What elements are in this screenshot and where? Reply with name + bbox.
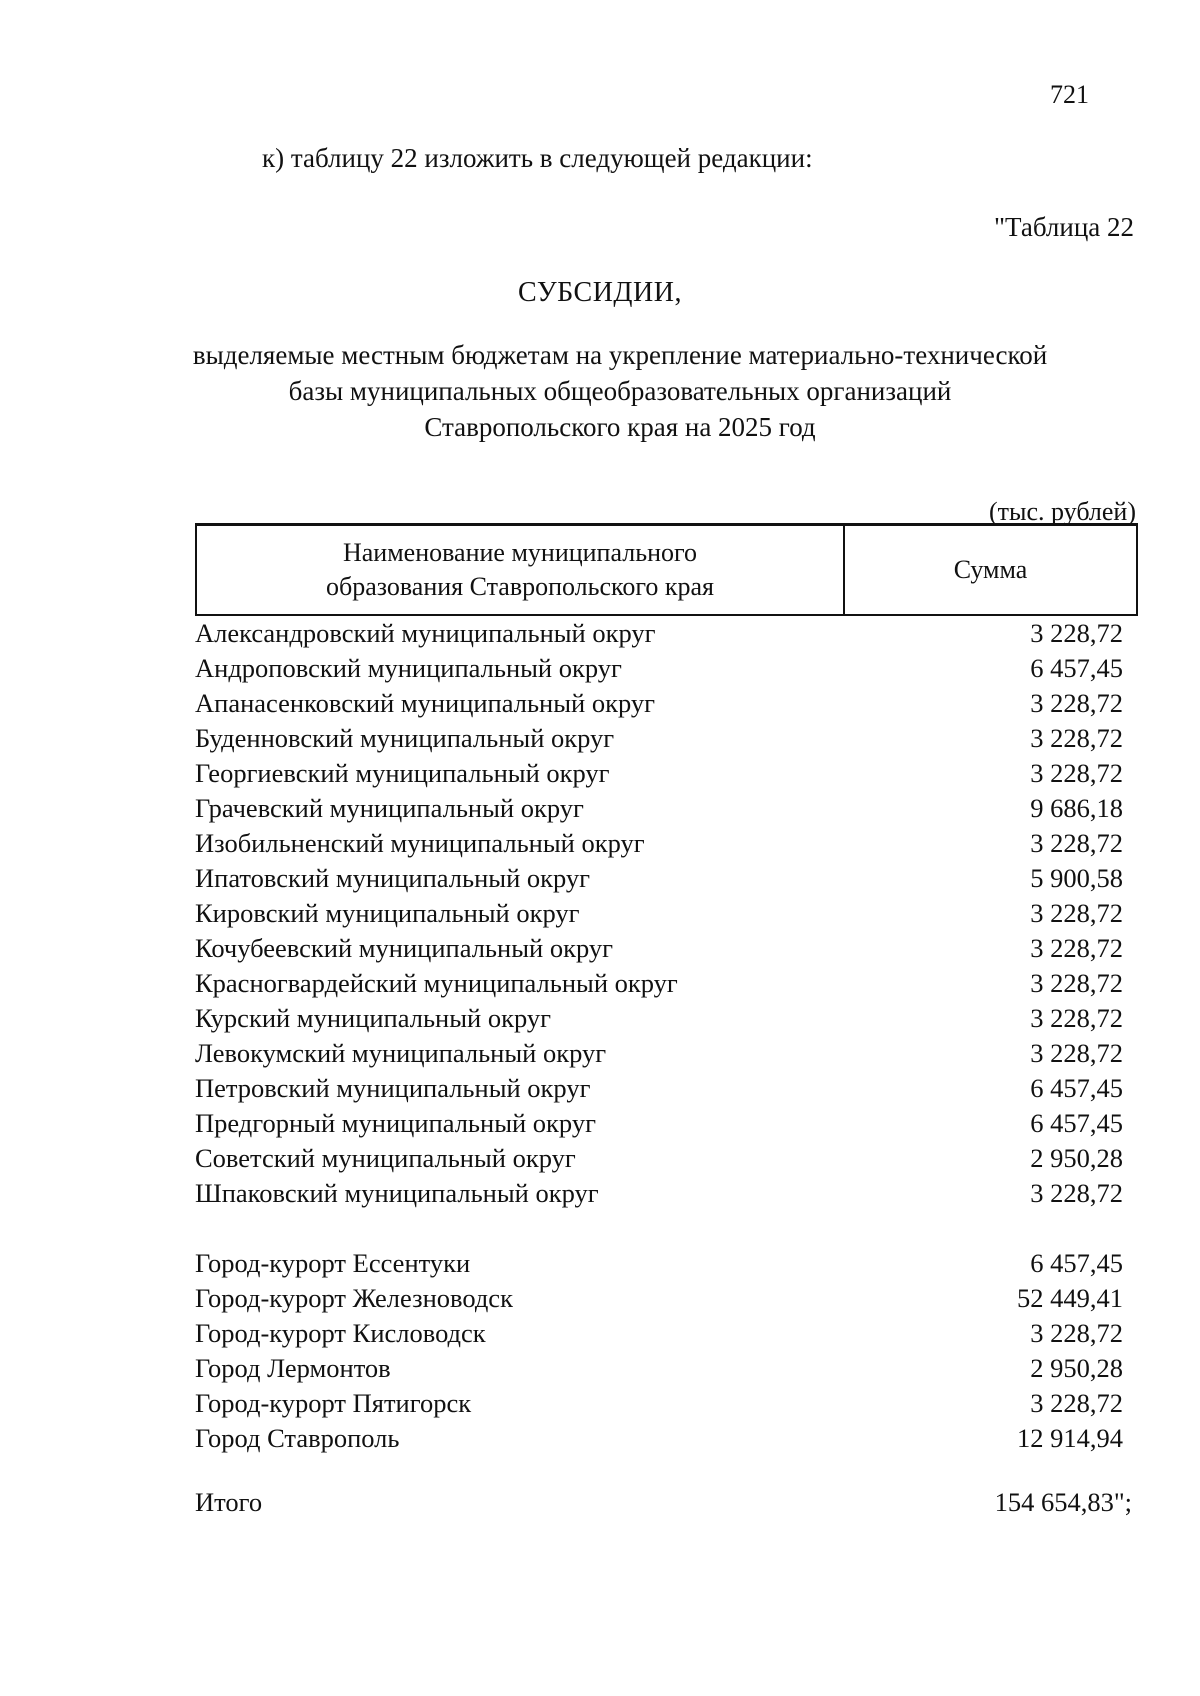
intro-text: к) таблицу 22 изложить в следующей редакции: <box>262 143 813 173</box>
subtitle-line: базы муниципальных общеобразовательных организаций <box>288 376 952 406</box>
row-value: 5 900,58 <box>1030 863 1123 893</box>
row-value: 3 228,72 <box>1030 618 1123 648</box>
row-name: Грачевский муниципальный округ <box>195 793 584 823</box>
row-name: Георгиевский муниципальный округ <box>195 758 610 788</box>
row-name: Кочубеевский муниципальный округ <box>195 933 613 963</box>
total-row <box>195 1487 1132 1518</box>
row-value: 3 228,72 <box>1030 1388 1123 1418</box>
row-value: 3 228,72 <box>1030 933 1123 963</box>
row-name: Город-курорт Ессентуки <box>195 1248 471 1278</box>
row-name: Город-курорт Железноводск <box>195 1283 513 1313</box>
row-name: Ипатовский муниципальный округ <box>195 863 591 893</box>
table-row <box>195 1141 1123 1176</box>
table-row <box>195 651 1123 686</box>
units-label: (тыс. рублей) <box>988 497 1136 526</box>
row-value: 2 950,28 <box>1030 1353 1123 1383</box>
row-name: Андроповский муниципальный округ <box>195 653 622 683</box>
row-value: 3 228,72 <box>1030 1038 1123 1068</box>
row-value: 6 457,45 <box>1030 1108 1123 1138</box>
row-value: 3 228,72 <box>1030 828 1123 858</box>
table-row <box>195 756 1123 791</box>
row-value: 3 228,72 <box>1030 723 1123 753</box>
row-name: Предгорный муниципальный округ <box>195 1108 596 1138</box>
row-value: 3 228,72 <box>1030 758 1123 788</box>
row-name: Левокумский муниципальный округ <box>195 1038 607 1068</box>
row-name: Город-курорт Пятигорск <box>195 1388 472 1418</box>
header-sum-column: Сумма <box>953 555 1028 584</box>
table-row <box>195 1036 1123 1071</box>
row-value: 52 449,41 <box>1017 1283 1123 1313</box>
row-name: Изобильненский муниципальный округ <box>195 828 645 858</box>
total-label: Итого <box>195 1487 263 1517</box>
row-value: 3 228,72 <box>1030 968 1123 998</box>
row-name: Красногвардейский муниципальный округ <box>195 968 678 998</box>
table-row <box>195 966 1123 1001</box>
row-name: Петровский муниципальный округ <box>195 1073 591 1103</box>
row-name: Кировский муниципальный округ <box>195 898 580 928</box>
row-value: 3 228,72 <box>1030 1003 1123 1033</box>
table-header <box>195 523 1138 616</box>
row-value: 3 228,72 <box>1030 1318 1123 1348</box>
table-row <box>195 1106 1123 1141</box>
header-name-line: Наименование муниципального <box>342 538 698 567</box>
table-row <box>195 896 1123 931</box>
row-value: 3 228,72 <box>1030 898 1123 928</box>
row-name: Курский муниципальный округ <box>195 1003 551 1033</box>
page-number: 721 <box>1050 80 1089 109</box>
row-name: Советский муниципальный округ <box>195 1143 576 1173</box>
row-name: Буденновский муниципальный округ <box>195 723 615 753</box>
document-subtitle <box>150 337 1090 445</box>
table-row <box>195 1351 1123 1386</box>
table-row <box>195 1071 1123 1106</box>
row-name: Апанасенковский муниципальный округ <box>195 688 655 718</box>
subtitle-line: выделяемые местным бюджетам на укрепление материально-технической <box>192 340 1048 370</box>
table-row <box>195 791 1123 826</box>
row-name: Город-курорт Кисловодск <box>195 1318 486 1348</box>
row-value: 12 914,94 <box>1017 1423 1123 1453</box>
row-value: 9 686,18 <box>1030 793 1123 823</box>
header-name-column <box>197 526 845 614</box>
row-name: Александровский муниципальный округ <box>195 618 656 648</box>
table-row <box>195 1421 1123 1456</box>
table-row <box>195 931 1123 966</box>
row-value: 6 457,45 <box>1030 653 1123 683</box>
row-name: Город Лермонтов <box>195 1353 391 1383</box>
row-value: 6 457,45 <box>1030 1248 1123 1278</box>
row-name: Город Ставрополь <box>195 1423 400 1453</box>
table-row <box>195 826 1123 861</box>
total-value: 154 654,83"; <box>994 1487 1132 1517</box>
table-row <box>195 1316 1123 1351</box>
table-body <box>195 616 1123 1456</box>
header-name-line: образования Ставропольского края <box>325 572 715 601</box>
row-value: 3 228,72 <box>1030 1178 1123 1208</box>
row-value: 3 228,72 <box>1030 688 1123 718</box>
table-row <box>195 1246 1123 1281</box>
section-gap <box>195 1211 1123 1246</box>
table-row <box>195 1281 1123 1316</box>
row-value: 2 950,28 <box>1030 1143 1123 1173</box>
city-list <box>195 1246 1123 1456</box>
table-row <box>195 686 1123 721</box>
document-heading: СУБСИДИИ, <box>518 277 682 308</box>
district-list <box>195 616 1123 1211</box>
table-row <box>195 616 1123 651</box>
subtitle-line: Ставропольского края на 2025 год <box>424 412 816 442</box>
row-name: Шпаковский муниципальный округ <box>195 1178 599 1208</box>
table-row <box>195 721 1123 756</box>
table-row <box>195 1001 1123 1036</box>
table-label: "Таблица 22 <box>994 212 1134 242</box>
table-row <box>195 1386 1123 1421</box>
row-value: 6 457,45 <box>1030 1073 1123 1103</box>
table-row <box>195 1176 1123 1211</box>
table-row <box>195 861 1123 896</box>
